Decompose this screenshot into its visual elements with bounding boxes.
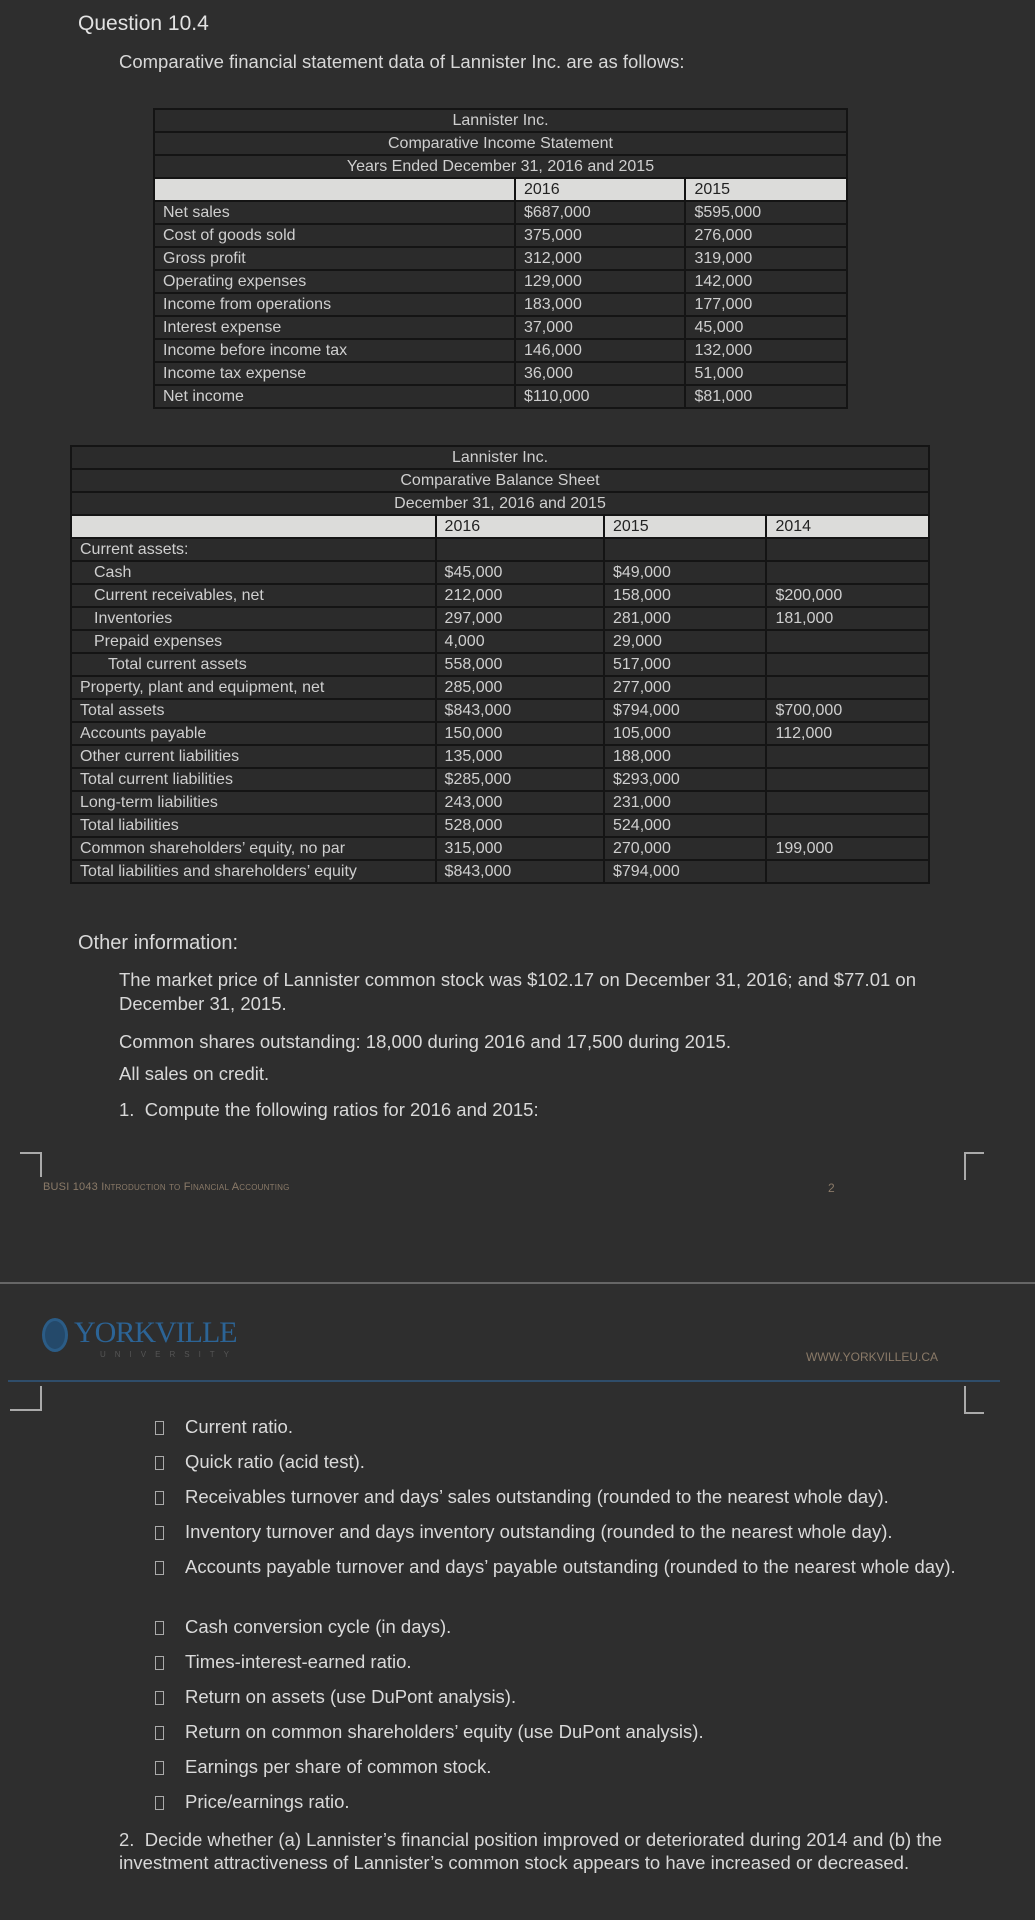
question-1: 1. Compute the following ratios for 2016 and 2015: xyxy=(119,1099,539,1120)
income-statement-table xyxy=(153,108,848,409)
row-label: Long-term liabilities xyxy=(71,791,436,814)
table-title: December 31, 2016 and 2015 xyxy=(71,492,929,515)
table-row xyxy=(71,561,929,584)
row-label: Prepaid expenses xyxy=(71,630,436,653)
header-blank xyxy=(71,515,436,538)
missing-glyph-bullet-icon xyxy=(155,1526,164,1540)
row-value: 36,000 xyxy=(515,362,685,385)
missing-glyph-bullet-icon xyxy=(155,1421,164,1435)
row-label: Current receivables, net xyxy=(71,584,436,607)
row-value xyxy=(766,630,929,653)
intro-text: Comparative financial statement data of Lannister Inc. are as follows: xyxy=(119,51,685,72)
row-label: Operating expenses xyxy=(154,270,515,293)
table-row xyxy=(154,293,847,316)
table-row xyxy=(154,339,847,362)
row-label: Cash xyxy=(71,561,436,584)
row-label: Current assets: xyxy=(71,538,436,561)
table-row xyxy=(71,722,929,745)
row-value: 51,000 xyxy=(685,362,847,385)
row-value: 517,000 xyxy=(604,653,766,676)
course-footer: BUSI 1043 Introduction to Financial Accounting xyxy=(43,1181,290,1193)
row-value: 146,000 xyxy=(515,339,685,362)
market-price-text: The market price of Lannister common stock was $102.17 on December 31, 2016; and $77.01 on December 31, 2015. xyxy=(119,969,916,1014)
row-label: Property, plant and equipment, net xyxy=(71,676,436,699)
row-value: 270,000 xyxy=(604,837,766,860)
row-label: Cost of goods sold xyxy=(154,224,515,247)
table-title: Lannister Inc. xyxy=(71,446,929,469)
ratio-text: Receivables turnover and days’ sales outstanding (rounded to the nearest whole day). xyxy=(185,1486,889,1507)
logo-text: YORKVILLE xyxy=(74,1316,237,1349)
table-row xyxy=(154,224,847,247)
missing-glyph-bullet-icon xyxy=(155,1796,164,1810)
row-value xyxy=(604,538,766,561)
ratio-item xyxy=(155,1451,365,1473)
page-divider xyxy=(0,1282,1035,1284)
missing-glyph-bullet-icon xyxy=(155,1561,164,1575)
ratio-text: Price/earnings ratio. xyxy=(185,1791,350,1812)
table-row xyxy=(71,860,929,883)
row-value xyxy=(766,653,929,676)
ratio-item xyxy=(155,1521,893,1543)
row-value: 375,000 xyxy=(515,224,685,247)
row-value: 528,000 xyxy=(436,814,604,837)
row-value: 129,000 xyxy=(515,270,685,293)
row-value: 150,000 xyxy=(436,722,604,745)
column-header: 2016 xyxy=(436,515,604,538)
table-title-row xyxy=(71,446,929,469)
row-value: $285,000 xyxy=(436,768,604,791)
row-value: 558,000 xyxy=(436,653,604,676)
row-label: Interest expense xyxy=(154,316,515,339)
row-value xyxy=(766,768,929,791)
table-row xyxy=(71,791,929,814)
row-value xyxy=(766,538,929,561)
missing-glyph-bullet-icon xyxy=(155,1456,164,1470)
row-value: 243,000 xyxy=(436,791,604,814)
table-title-row xyxy=(71,492,929,515)
row-label: Accounts payable xyxy=(71,722,436,745)
table-title: Years Ended December 31, 2016 and 2015 xyxy=(154,155,847,178)
missing-glyph-bullet-icon xyxy=(155,1691,164,1705)
missing-glyph-bullet-icon xyxy=(155,1656,164,1670)
page-number: 2 xyxy=(828,1181,835,1195)
ratio-item xyxy=(155,1486,889,1508)
row-value: $700,000 xyxy=(766,699,929,722)
ratio-text: Accounts payable turnover and days’ payable outstanding (rounded to the nearest whole day). xyxy=(185,1556,956,1577)
row-value: $794,000 xyxy=(604,699,766,722)
row-value: 158,000 xyxy=(604,584,766,607)
row-value: 135,000 xyxy=(436,745,604,768)
row-value xyxy=(766,745,929,768)
row-label: Gross profit xyxy=(154,247,515,270)
row-value: 112,000 xyxy=(766,722,929,745)
row-value: 212,000 xyxy=(436,584,604,607)
table-row xyxy=(154,270,847,293)
row-label: Inventories xyxy=(71,607,436,630)
ratio-item xyxy=(155,1616,452,1638)
credit-text: All sales on credit. xyxy=(119,1063,270,1084)
row-label: Common shareholders’ equity, no par xyxy=(71,837,436,860)
row-label: Other current liabilities xyxy=(71,745,436,768)
row-label: Total current liabilities xyxy=(71,768,436,791)
row-label: Income tax expense xyxy=(154,362,515,385)
crest-icon xyxy=(42,1318,68,1352)
table-row xyxy=(154,247,847,270)
row-value: $49,000 xyxy=(604,561,766,584)
row-value xyxy=(436,538,604,561)
row-value xyxy=(766,676,929,699)
row-label: Income from operations xyxy=(154,293,515,316)
ratio-text: Cash conversion cycle (in days). xyxy=(185,1616,452,1637)
table-row xyxy=(71,607,929,630)
column-header: 2015 xyxy=(685,178,847,201)
row-value: 142,000 xyxy=(685,270,847,293)
row-value: 37,000 xyxy=(515,316,685,339)
ratio-text: Quick ratio (acid test). xyxy=(185,1451,365,1472)
ratio-item xyxy=(155,1556,956,1578)
shares-text: Common shares outstanding: 18,000 during 2016 and 17,500 during 2015. xyxy=(119,1031,731,1052)
row-value: 312,000 xyxy=(515,247,685,270)
row-label: Net sales xyxy=(154,201,515,224)
table-row xyxy=(71,837,929,860)
row-label: Total current assets xyxy=(71,653,436,676)
row-value: $843,000 xyxy=(436,699,604,722)
table-row xyxy=(71,768,929,791)
ratio-item xyxy=(155,1721,704,1743)
row-value: 132,000 xyxy=(685,339,847,362)
missing-glyph-bullet-icon xyxy=(155,1761,164,1775)
table-row xyxy=(71,538,929,561)
ratio-text: Earnings per share of common stock. xyxy=(185,1756,492,1777)
table-title: Comparative Income Statement xyxy=(154,132,847,155)
row-value: 177,000 xyxy=(685,293,847,316)
row-label: Income before income tax xyxy=(154,339,515,362)
row-value: 315,000 xyxy=(436,837,604,860)
ratio-text: Return on assets (use DuPont analysis). xyxy=(185,1686,517,1707)
column-header: 2016 xyxy=(515,178,685,201)
row-value: 277,000 xyxy=(604,676,766,699)
missing-glyph-bullet-icon xyxy=(155,1726,164,1740)
ratio-text: Inventory turnover and days inventory outstanding (rounded to the nearest whole day). xyxy=(185,1521,893,1542)
table-title: Lannister Inc. xyxy=(154,109,847,132)
table-title-row xyxy=(71,469,929,492)
column-header: 2014 xyxy=(766,515,929,538)
table-row xyxy=(71,814,929,837)
table-row xyxy=(71,676,929,699)
ratio-item xyxy=(155,1791,350,1813)
row-value: 276,000 xyxy=(685,224,847,247)
question-title: Question 10.4 xyxy=(78,12,209,35)
row-value: $293,000 xyxy=(604,768,766,791)
row-value: 231,000 xyxy=(604,791,766,814)
row-value: 188,000 xyxy=(604,745,766,768)
table-row xyxy=(71,699,929,722)
table-row xyxy=(71,653,929,676)
row-value: $794,000 xyxy=(604,860,766,883)
website-url: WWW.YORKVILLEU.CA xyxy=(806,1350,939,1364)
table-title: Comparative Balance Sheet xyxy=(71,469,929,492)
row-value: 181,000 xyxy=(766,607,929,630)
row-value: $595,000 xyxy=(685,201,847,224)
balance-sheet-table xyxy=(70,445,930,884)
row-value xyxy=(766,860,929,883)
other-info-heading: Other information: xyxy=(78,932,239,954)
row-value: 105,000 xyxy=(604,722,766,745)
table-row xyxy=(71,584,929,607)
row-value xyxy=(766,814,929,837)
row-label: Total liabilities xyxy=(71,814,436,837)
ratio-item xyxy=(155,1686,517,1708)
column-header: 2015 xyxy=(604,515,766,538)
column-header-row xyxy=(154,178,847,201)
row-value: 297,000 xyxy=(436,607,604,630)
table-row xyxy=(154,201,847,224)
table-title-row xyxy=(154,132,847,155)
row-value xyxy=(766,791,929,814)
column-header-row xyxy=(71,515,929,538)
ratio-text: Current ratio. xyxy=(185,1416,293,1437)
table-row xyxy=(154,362,847,385)
missing-glyph-bullet-icon xyxy=(155,1621,164,1635)
table-title-row xyxy=(154,155,847,178)
row-value: 281,000 xyxy=(604,607,766,630)
row-value: $687,000 xyxy=(515,201,685,224)
ratio-item xyxy=(155,1756,492,1778)
table-row xyxy=(154,385,847,408)
row-value: 183,000 xyxy=(515,293,685,316)
table-title-row xyxy=(154,109,847,132)
row-value: 4,000 xyxy=(436,630,604,653)
row-label: Total liabilities and shareholders’ equity xyxy=(71,860,436,883)
row-value: $45,000 xyxy=(436,561,604,584)
row-value: 29,000 xyxy=(604,630,766,653)
footer-rule xyxy=(8,1380,1000,1382)
header-blank xyxy=(154,178,515,201)
table-row xyxy=(71,745,929,768)
row-value: $843,000 xyxy=(436,860,604,883)
row-value: 319,000 xyxy=(685,247,847,270)
row-value: 199,000 xyxy=(766,837,929,860)
table-row xyxy=(71,630,929,653)
ratio-item xyxy=(155,1416,293,1438)
row-value: $81,000 xyxy=(685,385,847,408)
question-2: 2. Decide whether (a) Lannister’s financial position improved or deteriorated during 2014 and (b) the investment attractiveness of Lannister’s common stock appears to have increased or decreased. xyxy=(119,1829,948,1873)
table-row xyxy=(154,316,847,339)
row-value: 524,000 xyxy=(604,814,766,837)
ratio-item xyxy=(155,1651,412,1673)
row-value xyxy=(766,561,929,584)
row-value: 285,000 xyxy=(436,676,604,699)
ratio-text: Return on common shareholders’ equity (use DuPont analysis). xyxy=(185,1721,704,1742)
logo-subtext: UNIVERSITY xyxy=(100,1350,239,1359)
row-label: Net income xyxy=(154,385,515,408)
row-value: $200,000 xyxy=(766,584,929,607)
row-label: Total assets xyxy=(71,699,436,722)
row-value: 45,000 xyxy=(685,316,847,339)
ratio-text: Times-interest-earned ratio. xyxy=(185,1651,412,1672)
row-value: $110,000 xyxy=(515,385,685,408)
missing-glyph-bullet-icon xyxy=(155,1491,164,1505)
